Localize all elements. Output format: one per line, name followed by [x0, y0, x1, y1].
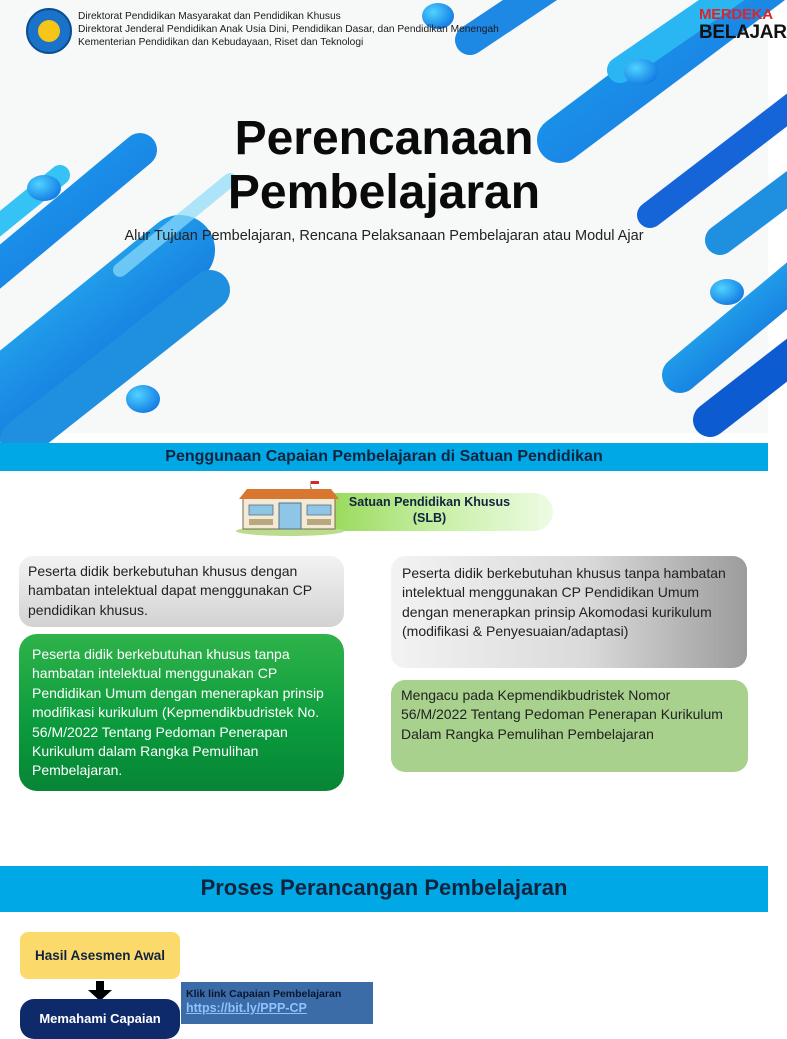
card-cp-pendidikan-umum-akomodasi: Peserta didik berkebutuhan khusus tanpa hambatan intelektual menggunakan CP Pendidikan Umum dengan menerapkan prinsip Akomodasi kurikulum (modifikasi & Penyesuaian/adaptasi) — [391, 556, 747, 668]
slb-label-line-2: (SLB) — [412, 511, 447, 525]
card-cp-pendidikan-khusus: Peserta didik berkebutuhan khusus dengan hambatan intelektual dapat menggunakan CP pendidikan khusus. — [19, 556, 344, 627]
institution-line-1: Direktorat Pendidikan Masyarakat dan Pendidikan Khusus — [78, 11, 341, 22]
cp-link[interactable]: https://bit.ly/PPP-CP — [186, 1001, 307, 1015]
card-kepmendikbudristek-reference: Mengacu pada Kepmendikbudristek Nomor 56/M/2022 Tentang Pedoman Penerapan Kurikulum Dalam Rangka Pemulihan Pembelajaran — [391, 680, 748, 772]
step-hasil-asesmen-awal: Hasil Asesmen Awal — [20, 932, 180, 979]
title-slide — [0, 0, 787, 433]
slb-label — [317, 494, 542, 526]
brand-bottom: BELAJAR — [699, 22, 787, 43]
page-title — [0, 112, 768, 220]
step-memahami-capaian: Memahami Capaian — [20, 999, 180, 1039]
cp-link-hint: Klik link Capaian Pembelajaran — [186, 988, 342, 1000]
institution-line-2: Direktorat Jenderal Pendidikan Anak Usia Dini, Pendidikan Dasar, dan Pendidikan Menengah — [78, 24, 499, 35]
institution-header — [78, 10, 499, 49]
page-subtitle: Alur Tujuan Pembelajaran, Rencana Pelaksanaan Pembelajaran atau Modul Ajar — [124, 228, 644, 244]
merdeka-belajar-logo — [699, 6, 787, 43]
brand-top: MERDEKA — [699, 6, 773, 23]
tut-wuri-handayani-logo — [26, 8, 72, 54]
title-line-1: Perencanaan — [234, 112, 534, 165]
slb-label-line-1: Satuan Pendidikan Khusus — [348, 495, 511, 509]
section-heading-proses: Proses Perancangan Pembelajaran — [0, 866, 768, 912]
arrow-down-icon — [88, 981, 112, 1001]
institution-line-3: Kementerian Pendidikan dan Kebudayaan, Riset dan Teknologi — [78, 37, 364, 48]
slb-badge — [235, 483, 555, 535]
title-line-2: Pembelajaran — [227, 166, 541, 219]
cp-link-box — [181, 982, 373, 1024]
card-cp-pendidikan-umum-modifikasi: Peserta didik berkebutuhan khusus tanpa hambatan intelektual menggunakan CP Pendidikan Umum dengan menerapkan prinsip modifikasi kurikulum (Kepmendikbudristek No. 56/M/2022 Tentang Pedoman Penerapan Kurikulum dalam Rangka Pemulihan Pembelajaran. — [19, 634, 344, 791]
section-heading-cp: Penggunaan Capaian Pembelajaran di Satuan Pendidikan — [0, 443, 768, 471]
